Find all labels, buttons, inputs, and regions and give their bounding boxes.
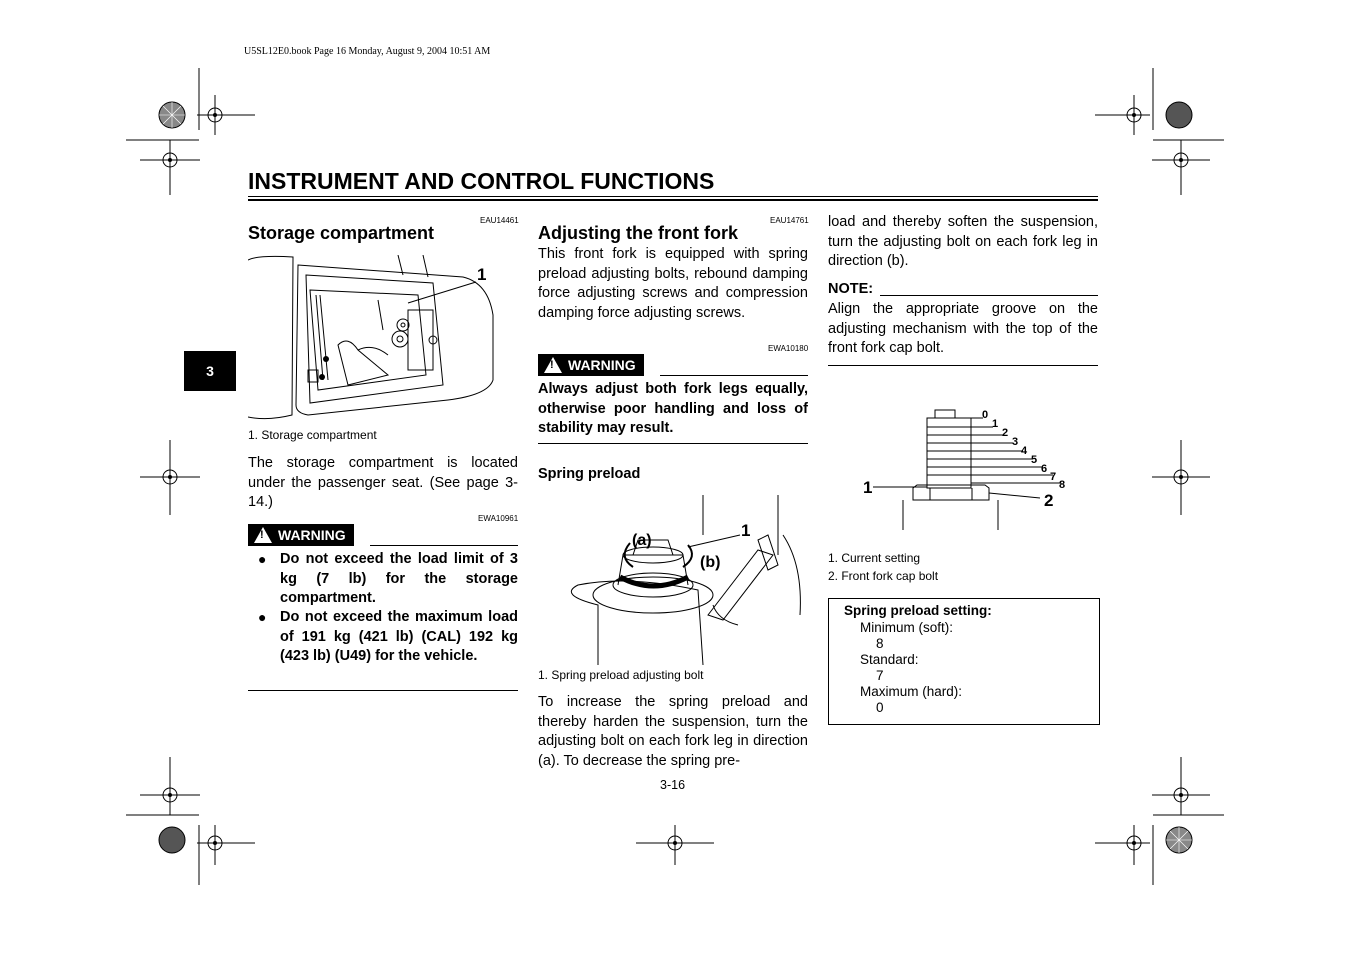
section-code: EAU14461 — [480, 216, 519, 225]
figure-callout: 1 — [863, 478, 873, 497]
fork-intro: This front fork is equipped with spring preload adjusting bolts, rebound damping force adjusting screws and compression damping force adjusting screws. — [538, 246, 808, 321]
figure-callout: 2 — [1044, 491, 1054, 510]
warning-code: EWA10961 — [478, 514, 519, 523]
section-code: EAU14761 — [770, 216, 809, 225]
scale-label: 6 — [1041, 463, 1048, 475]
preload-scale-figure — [855, 405, 1070, 535]
warning-rule — [660, 375, 808, 376]
storage-body: The storage compartment is located under the passenger seat. (See page 3-14.) — [248, 455, 518, 510]
scale-label: 3 — [1012, 436, 1019, 448]
note-end-rule — [828, 365, 1098, 366]
spec-label: Standard: — [860, 652, 919, 667]
scale-label: 1 — [992, 418, 999, 430]
warning-badge — [538, 354, 644, 376]
bullet-icon: ● — [258, 551, 267, 567]
title-rule-thin — [248, 196, 1098, 197]
page-title: INSTRUMENT AND CONTROL FUNCTIONS — [248, 168, 715, 194]
warning-end-rule — [538, 443, 808, 444]
warning-code: EWA10180 — [768, 344, 809, 353]
warning-label: WARNING — [568, 357, 636, 373]
direction-b-label: (b) — [700, 554, 721, 571]
storage-heading: Storage compartment — [248, 223, 435, 243]
spring-preload-subheading: Spring preload — [538, 466, 641, 482]
note-label: NOTE: — [828, 281, 874, 297]
title-rule-thick — [248, 199, 1098, 201]
figure-callout: 1 — [477, 265, 487, 284]
figure-caption: 1. Current setting — [828, 551, 921, 565]
warning-item-2: Do not exceed the maximum load of 191 kg (421 lb) (CAL) 192 kg (423 lb) (U49) for the vehicle. — [280, 609, 518, 664]
spec-label: Maximum (hard): — [860, 684, 963, 699]
spec-value: 0 — [876, 700, 884, 715]
figure-caption: 2. Front fork cap bolt — [828, 569, 939, 583]
fork-heading: Adjusting the front fork — [538, 223, 738, 243]
note-text: Align the appropriate groove on the adjusting mechanism with the top of the front fork cap bolt. — [828, 301, 1098, 356]
spec-value: 8 — [876, 636, 884, 651]
fork-body: To increase the spring preload and thereby harden the suspension, turn the adjusting bolt on each fork leg in direction (a). To decrease the spring pre- — [538, 694, 808, 769]
warning-triangle-icon: ! — [544, 357, 562, 373]
fork-warning-text: Always adjust both fork legs equally, otherwise poor handling and loss of stability may result. — [538, 381, 808, 436]
spec-value: 7 — [876, 668, 884, 683]
continuation-text: load and thereby soften the suspension, turn the adjusting bolt on each fork leg in direction (b). — [828, 214, 1098, 269]
chapter-tab: 3 — [184, 351, 236, 391]
figure-callout: 1 — [741, 521, 751, 540]
scale-label: 5 — [1031, 454, 1038, 466]
spec-title: Spring preload setting: — [844, 603, 992, 618]
warning-item-1: Do not exceed the load limit of 3 kg (7 lb) for the storage compartment. — [280, 551, 518, 606]
direction-a-label: (a) — [632, 532, 652, 549]
note-rule — [880, 295, 1098, 296]
warning-label: WARNING — [278, 527, 346, 543]
scale-label: 0 — [982, 409, 989, 421]
bullet-icon: ● — [258, 609, 267, 625]
scale-label: 7 — [1050, 471, 1057, 483]
warning-end-rule — [248, 690, 518, 691]
scale-label: 8 — [1059, 479, 1066, 491]
warning-badge — [248, 524, 354, 546]
page-number: 3-16 — [660, 778, 686, 792]
scale-label: 2 — [1002, 427, 1009, 439]
spring-preload-figure — [538, 495, 808, 665]
scale-label: 4 — [1021, 445, 1028, 457]
spec-label: Minimum (soft): — [860, 620, 954, 635]
figure-caption: 1. Storage compartment — [248, 428, 377, 442]
warning-rule — [370, 545, 518, 546]
warning-triangle-icon: ! — [254, 527, 272, 543]
file-info-line: U5SL12E0.book Page 16 Monday, August 9, 2004 10:51 AM — [244, 46, 491, 57]
figure-caption: 1. Spring preload adjusting bolt — [538, 668, 704, 682]
